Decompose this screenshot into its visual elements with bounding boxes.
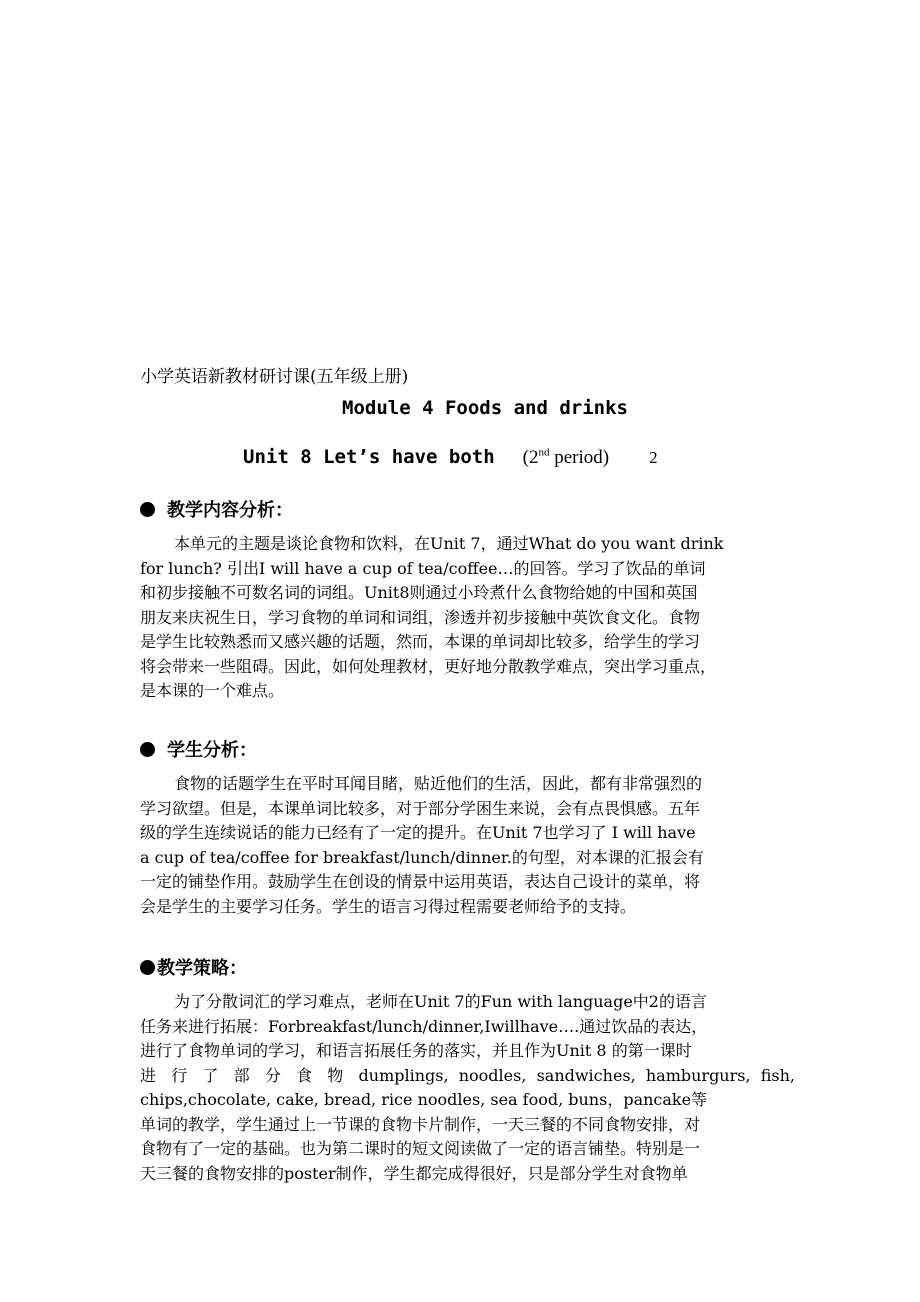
paragraph-line: 是学生比较熟悉而又感兴趣的话题，然而，本课的单词却比较多，给学生的学习: [140, 632, 701, 651]
paragraph-line: 食物有了一定的基础。也为第二课时的短文阅读做了一定的语言铺垫。特别是一: [140, 1139, 701, 1158]
period-close: period): [549, 447, 610, 468]
paragraph-line: 进行了食物单词的学习，和语言拓展任务的落实，并且作为Unit 8 的第一课时: [140, 1041, 692, 1060]
paragraph-line: 单词的教学，学生通过上一节课的食物卡片制作，一天三餐的不同食物安排，对: [140, 1114, 701, 1134]
paragraph-line: 是本课的一个难点。: [140, 681, 285, 700]
paragraph-line: 朋友来庆祝生日，学习食物的单词和词组，渗透并初步接触中英饮食文化。食物: [140, 607, 701, 627]
paragraph-line: a cup of tea/coffee for breakfast/lunch/dinner.的句型，对本课的汇报会有: [140, 847, 704, 867]
paragraph-line: 将会带来一些阻碍。因此，如何处理教材，更好地分散教学难点，突出学习重点，: [140, 656, 717, 676]
section-heading-content-analysis: [140, 496, 293, 522]
paragraph-teaching-strategy: [140, 990, 795, 1186]
module-title: Module 4 Foods and drinks: [342, 397, 628, 419]
period-open: (2: [522, 447, 539, 468]
period-label: [523, 447, 609, 468]
paragraph-line: 本单元的主题是谈论食物和饮料，在Unit 7，通过What do you want drink: [174, 534, 724, 553]
section-heading-text: 教学内容分析：: [167, 500, 293, 521]
paragraph-line: 天三餐的食物安排的poster制作，学生都完成得很好，只是部分学生对食物单: [140, 1163, 688, 1183]
page-number: 2: [649, 448, 658, 467]
section-heading-text: 教学策略：: [157, 958, 247, 979]
paragraph-line: 任务来进行拓展：Forbreakfast/lunch/dinner,Iwillhave….通过饮品的表达，: [140, 1016, 708, 1036]
unit-title: Unit 8 Let’s have both: [243, 446, 495, 468]
paragraph-student-analysis: [140, 772, 795, 919]
bullet-icon: [140, 960, 155, 975]
paragraph-line: 进 行 了 部 分 食 物 dumplings, noodles, sandwiches, hamburgurs, fish,: [140, 1065, 795, 1085]
paragraph-line: chips,chocolate, cake, bread, rice noodles, sea food, buns，pancake等: [140, 1090, 708, 1109]
bullet-icon: [140, 502, 155, 517]
paragraph-line: 为了分散词汇的学习难点，老师在Unit 7的Fun with language中2的语言: [174, 992, 707, 1011]
paragraph-line: 一定的铺垫作用。鼓励学生在创设的情景中运用英语，表达自己设计的菜单，将: [140, 872, 701, 891]
paragraph-line: 级的学生连续说话的能力已经有了一定的提升。在Unit 7也学习了 I will have: [140, 823, 696, 842]
section-heading-text: 学生分析：: [167, 740, 257, 761]
paragraph-line: for lunch? 引出I will have a cup of tea/coffee…的回答。学习了饮品的单词: [140, 558, 706, 578]
section-heading-teaching-strategy: [140, 954, 247, 980]
period-superscript: nd: [538, 446, 550, 459]
course-header: 小学英语新教材研讨课(五年级上册): [140, 367, 409, 387]
unit-title-line: [243, 446, 658, 469]
paragraph-line: 学习欲望。但是，本课单词比较多，对于部分学困生来说，会有点畏惧感。五年: [140, 798, 701, 818]
paragraph-line: 会是学生的主要学习任务。学生的语言习得过程需要老师给予的支持。: [140, 896, 637, 916]
paragraph-line: 和初步接触不可数名词的词组。Unit8则通过小玲煮什么食物给她的中国和英国: [140, 583, 698, 602]
paragraph-content-analysis: [140, 532, 795, 704]
section-heading-student-analysis: [140, 736, 257, 762]
paragraph-line: 食物的话题学生在平时耳闻目睹，贴近他们的生活，因此，都有非常强烈的: [174, 774, 703, 793]
bullet-icon: [140, 742, 155, 757]
